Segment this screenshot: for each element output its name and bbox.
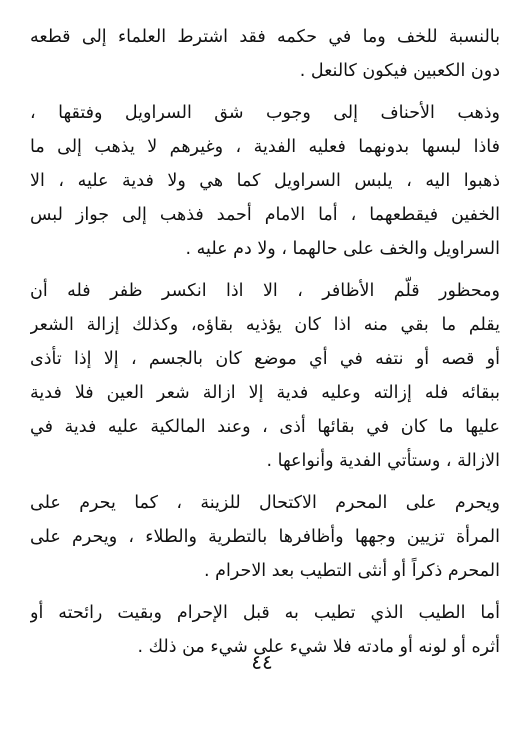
- text-line: السراويل والخف على حالهما ، ولا دم عليه .: [185, 239, 500, 259]
- text-line: بالنسبة للخف وما في حكمه فقد اشترط العلماء إلى قطعه: [30, 27, 500, 47]
- paragraph: [30, 96, 500, 266]
- text-line: يقلم ما بقي منه اذا كان يؤذيه بقاؤه، وكذلك إزالة الشعر: [30, 315, 500, 335]
- text-line: عليها ما كان في بقائها أذى ، وعند المالكية عليه فدية في: [30, 417, 500, 437]
- paragraph-gap: [30, 88, 500, 96]
- text-line: وذهب الأحناف إلى وجوب شق السراويل وفتقها ،: [30, 103, 500, 123]
- text-line: ومحظور قلّم الأظافر ، الا اذا انكسر ظفر فله أن: [30, 281, 500, 301]
- text-line: الازالة ، وستأتي الفدية وأنواعها .: [266, 451, 500, 471]
- body-text: [30, 20, 500, 664]
- paragraph: [30, 20, 500, 88]
- paragraph-gap: [30, 478, 500, 486]
- text-line: دون الكعبين فيكون كالنعل .: [299, 61, 500, 81]
- text-line: أثره أو لونه أو مادته فلا شيء على شيء من ذلك .: [137, 637, 500, 657]
- text-line: المرأة تزيين وجهها وأظافرها بالتطرية والطلاء ، ويحرم على: [30, 527, 500, 547]
- page-number: ٤٤: [251, 650, 273, 674]
- text-line: فاذا لبسها بدونهما فعليه الفدية ، وغيرهم لا يذهب إلى ما: [30, 137, 500, 157]
- paragraph-gap: [30, 588, 500, 596]
- text-line: الخفين فيقطعهما ، أما الامام أحمد فذهب إلى جواز لبس: [30, 205, 500, 225]
- paragraph: [30, 274, 500, 478]
- text-line: ببقائه فله إزالته وعليه فدية إلا ازالة شعر العين فلا فدية: [30, 383, 500, 403]
- text-line: المحرم ذكراً أو أنثى التطيب بعد الاحرام .: [204, 561, 500, 581]
- text-line: ذهبوا اليه ، يلبس السراويل كما هي ولا فدية عليه ، الا: [30, 171, 500, 191]
- text-line: أما الطيب الذي تطيب به قبل الإحرام وبقيت رائحته أو: [30, 603, 500, 623]
- text-line: أو قصه أو نتفه في أي موضع كان بالجسم ، إلا إذا تأذى: [30, 349, 500, 369]
- paragraph: [30, 486, 500, 588]
- text-line: ويحرم على المحرم الاكتحال للزينة ، كما يحرم على: [30, 493, 500, 513]
- paragraph-gap: [30, 266, 500, 274]
